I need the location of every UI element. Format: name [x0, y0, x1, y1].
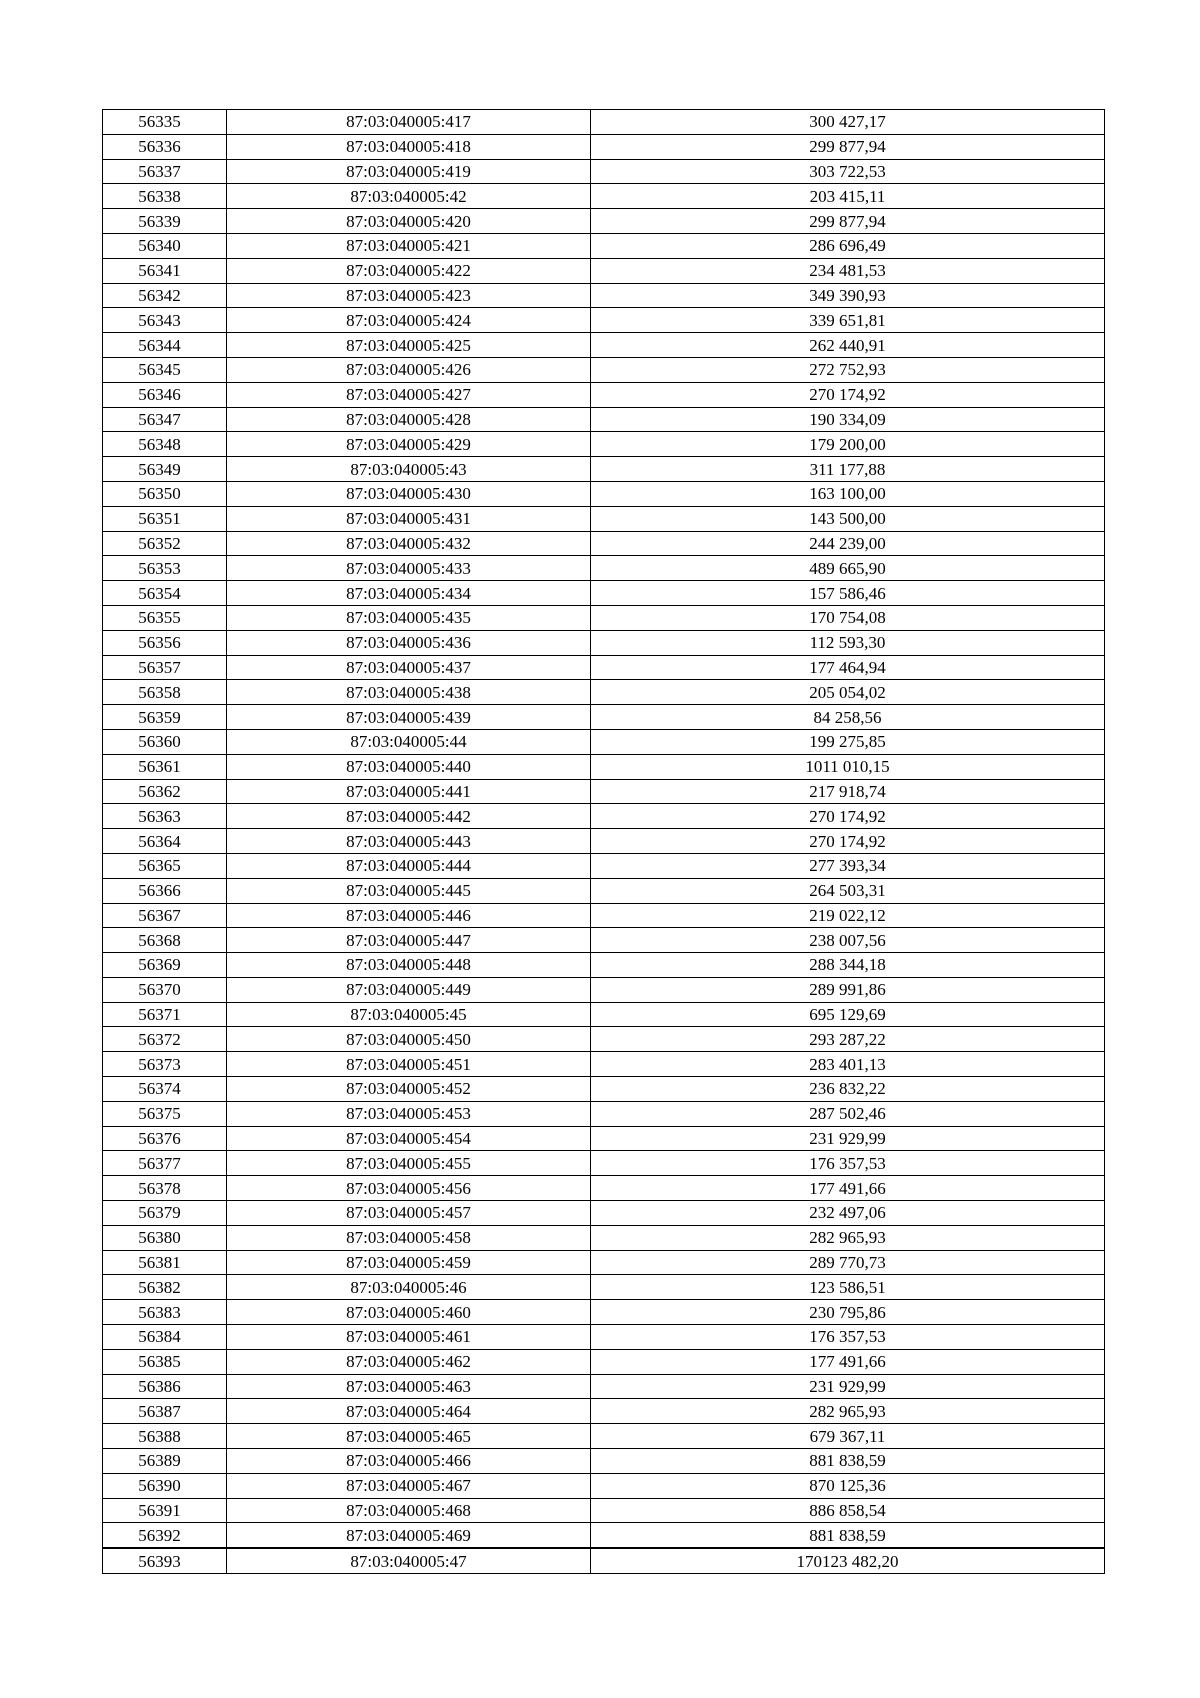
cadastral-value-cell: 282 965,93 [591, 1399, 1105, 1424]
table-row [103, 605, 1105, 630]
cadastral-number-cell: 87:03:040005:429 [227, 432, 591, 457]
table-row [103, 481, 1105, 506]
table-row [103, 1250, 1105, 1275]
row-number-cell: 56392 [103, 1523, 227, 1548]
row-number-cell: 56368 [103, 928, 227, 953]
row-number-cell: 56338 [103, 184, 227, 209]
row-number-cell: 56342 [103, 283, 227, 308]
cadastral-value-cell: 179 200,00 [591, 432, 1105, 457]
table-row [103, 1374, 1105, 1399]
cadastral-number-cell: 87:03:040005:456 [227, 1176, 591, 1201]
cadastral-number-cell: 87:03:040005:422 [227, 258, 591, 283]
row-number-cell: 56390 [103, 1473, 227, 1498]
row-number-cell: 56357 [103, 655, 227, 680]
row-number-cell: 56347 [103, 407, 227, 432]
cadastral-value-cell: 177 464,94 [591, 655, 1105, 680]
cadastral-value-cell: 881 838,59 [591, 1449, 1105, 1474]
cadastral-number-cell: 87:03:040005:44 [227, 729, 591, 754]
row-number-cell: 56381 [103, 1250, 227, 1275]
cadastral-number-cell: 87:03:040005:448 [227, 953, 591, 978]
cadastral-value-cell: 230 795,86 [591, 1300, 1105, 1325]
table-row [103, 159, 1105, 184]
row-number-cell: 56378 [103, 1176, 227, 1201]
row-number-cell: 56386 [103, 1374, 227, 1399]
cadastral-number-cell: 87:03:040005:453 [227, 1101, 591, 1126]
cadastral-number-cell: 87:03:040005:43 [227, 457, 591, 482]
row-number-cell: 56337 [103, 159, 227, 184]
cadastral-value-cell: 272 752,93 [591, 357, 1105, 382]
row-number-cell: 56359 [103, 705, 227, 730]
cadastral-number-cell: 87:03:040005:458 [227, 1225, 591, 1250]
table-row [103, 1473, 1105, 1498]
cadastral-number-cell: 87:03:040005:434 [227, 581, 591, 606]
table-row [103, 1449, 1105, 1474]
row-number-cell: 56388 [103, 1424, 227, 1449]
table-row [103, 655, 1105, 680]
cadastral-value-table [102, 109, 1105, 1574]
cadastral-value-cell: 203 415,11 [591, 184, 1105, 209]
cadastral-value-cell: 177 491,66 [591, 1349, 1105, 1374]
cadastral-number-cell: 87:03:040005:47 [227, 1548, 591, 1573]
table-row [103, 581, 1105, 606]
table-row [103, 705, 1105, 730]
cadastral-value-cell: 176 357,53 [591, 1151, 1105, 1176]
row-number-cell: 56374 [103, 1077, 227, 1102]
cadastral-value-cell: 170 754,08 [591, 605, 1105, 630]
row-number-cell: 56373 [103, 1052, 227, 1077]
table-row [103, 630, 1105, 655]
cadastral-value-cell: 270 174,92 [591, 829, 1105, 854]
table-row [103, 928, 1105, 953]
cadastral-number-cell: 87:03:040005:431 [227, 506, 591, 531]
table-row [103, 1052, 1105, 1077]
row-number-cell: 56341 [103, 258, 227, 283]
cadastral-value-cell: 262 440,91 [591, 333, 1105, 358]
table-row [103, 457, 1105, 482]
row-number-cell: 56389 [103, 1449, 227, 1474]
cadastral-value-cell: 112 593,30 [591, 630, 1105, 655]
cadastral-value-cell: 123 586,51 [591, 1275, 1105, 1300]
cadastral-number-cell: 87:03:040005:427 [227, 382, 591, 407]
cadastral-number-cell: 87:03:040005:452 [227, 1077, 591, 1102]
table-row [103, 1151, 1105, 1176]
table-row [103, 1225, 1105, 1250]
row-number-cell: 56362 [103, 779, 227, 804]
row-number-cell: 56376 [103, 1126, 227, 1151]
cadastral-number-cell: 87:03:040005:460 [227, 1300, 591, 1325]
table-row [103, 804, 1105, 829]
table-row [103, 977, 1105, 1002]
row-number-cell: 56354 [103, 581, 227, 606]
cadastral-value-cell: 236 832,22 [591, 1077, 1105, 1102]
cadastral-number-cell: 87:03:040005:428 [227, 407, 591, 432]
cadastral-number-cell: 87:03:040005:425 [227, 333, 591, 358]
table-row [103, 1077, 1105, 1102]
cadastral-value-cell: 695 129,69 [591, 1002, 1105, 1027]
table-row [103, 1349, 1105, 1374]
cadastral-value-cell: 199 275,85 [591, 729, 1105, 754]
row-number-cell: 56382 [103, 1275, 227, 1300]
cadastral-value-cell: 289 991,86 [591, 977, 1105, 1002]
cadastral-value-cell: 84 258,56 [591, 705, 1105, 730]
table-row [103, 680, 1105, 705]
cadastral-value-cell: 299 877,94 [591, 134, 1105, 159]
table-row [103, 1399, 1105, 1424]
cadastral-number-cell: 87:03:040005:440 [227, 754, 591, 779]
cadastral-number-cell: 87:03:040005:439 [227, 705, 591, 730]
cadastral-number-cell: 87:03:040005:433 [227, 556, 591, 581]
cadastral-value-cell: 679 367,11 [591, 1424, 1105, 1449]
table-row [103, 1101, 1105, 1126]
row-number-cell: 56349 [103, 457, 227, 482]
cadastral-value-cell: 231 929,99 [591, 1126, 1105, 1151]
row-number-cell: 56346 [103, 382, 227, 407]
row-number-cell: 56355 [103, 605, 227, 630]
cadastral-value-cell: 244 239,00 [591, 531, 1105, 556]
cadastral-number-cell: 87:03:040005:466 [227, 1449, 591, 1474]
row-number-cell: 56371 [103, 1002, 227, 1027]
cadastral-value-cell: 870 125,36 [591, 1473, 1105, 1498]
cadastral-number-cell: 87:03:040005:419 [227, 159, 591, 184]
table-row [103, 333, 1105, 358]
table-row [103, 1548, 1105, 1573]
cadastral-value-cell: 234 481,53 [591, 258, 1105, 283]
table-row [103, 382, 1105, 407]
row-number-cell: 56370 [103, 977, 227, 1002]
table-row [103, 903, 1105, 928]
cadastral-value-cell: 177 491,66 [591, 1176, 1105, 1201]
table-row [103, 1275, 1105, 1300]
row-number-cell: 56353 [103, 556, 227, 581]
cadastral-number-cell: 87:03:040005:468 [227, 1498, 591, 1523]
cadastral-value-cell: 231 929,99 [591, 1374, 1105, 1399]
cadastral-number-cell: 87:03:040005:424 [227, 308, 591, 333]
cadastral-value-cell: 190 334,09 [591, 407, 1105, 432]
cadastral-number-cell: 87:03:040005:450 [227, 1027, 591, 1052]
cadastral-value-cell: 143 500,00 [591, 506, 1105, 531]
table-row [103, 1325, 1105, 1350]
cadastral-number-cell: 87:03:040005:436 [227, 630, 591, 655]
cadastral-value-cell: 217 918,74 [591, 779, 1105, 804]
cadastral-value-cell: 157 586,46 [591, 581, 1105, 606]
cadastral-number-cell: 87:03:040005:45 [227, 1002, 591, 1027]
row-number-cell: 56387 [103, 1399, 227, 1424]
table-row [103, 407, 1105, 432]
table-row [103, 357, 1105, 382]
row-number-cell: 56383 [103, 1300, 227, 1325]
row-number-cell: 56369 [103, 953, 227, 978]
table-row [103, 258, 1105, 283]
cadastral-number-cell: 87:03:040005:462 [227, 1349, 591, 1374]
row-number-cell: 56384 [103, 1325, 227, 1350]
cadastral-value-cell: 282 965,93 [591, 1225, 1105, 1250]
cadastral-value-cell: 277 393,34 [591, 853, 1105, 878]
row-number-cell: 56360 [103, 729, 227, 754]
row-number-cell: 56372 [103, 1027, 227, 1052]
cadastral-number-cell: 87:03:040005:455 [227, 1151, 591, 1176]
cadastral-value-cell: 270 174,92 [591, 804, 1105, 829]
cadastral-value-cell: 219 022,12 [591, 903, 1105, 928]
cadastral-number-cell: 87:03:040005:442 [227, 804, 591, 829]
row-number-cell: 56348 [103, 432, 227, 457]
row-number-cell: 56356 [103, 630, 227, 655]
table-row [103, 556, 1105, 581]
cadastral-number-cell: 87:03:040005:467 [227, 1473, 591, 1498]
row-number-cell: 56361 [103, 754, 227, 779]
cadastral-number-cell: 87:03:040005:430 [227, 481, 591, 506]
cadastral-value-cell: 176 357,53 [591, 1325, 1105, 1350]
table-row [103, 432, 1105, 457]
cadastral-number-cell: 87:03:040005:438 [227, 680, 591, 705]
table-row [103, 283, 1105, 308]
row-number-cell: 56379 [103, 1201, 227, 1226]
cadastral-number-cell: 87:03:040005:465 [227, 1424, 591, 1449]
cadastral-value-cell: 293 287,22 [591, 1027, 1105, 1052]
table-row [103, 110, 1105, 135]
cadastral-number-cell: 87:03:040005:449 [227, 977, 591, 1002]
cadastral-number-cell: 87:03:040005:423 [227, 283, 591, 308]
cadastral-value-cell: 881 838,59 [591, 1523, 1105, 1548]
table-row [103, 1027, 1105, 1052]
table-row [103, 878, 1105, 903]
table-row [103, 853, 1105, 878]
cadastral-number-cell: 87:03:040005:457 [227, 1201, 591, 1226]
cadastral-number-cell: 87:03:040005:418 [227, 134, 591, 159]
table-body [103, 110, 1105, 1574]
cadastral-number-cell: 87:03:040005:441 [227, 779, 591, 804]
cadastral-number-cell: 87:03:040005:451 [227, 1052, 591, 1077]
row-number-cell: 56351 [103, 506, 227, 531]
table-row [103, 134, 1105, 159]
cadastral-number-cell: 87:03:040005:446 [227, 903, 591, 928]
table-row [103, 754, 1105, 779]
row-number-cell: 56335 [103, 110, 227, 135]
cadastral-value-cell: 163 100,00 [591, 481, 1105, 506]
cadastral-value-cell: 232 497,06 [591, 1201, 1105, 1226]
row-number-cell: 56393 [103, 1548, 227, 1573]
row-number-cell: 56366 [103, 878, 227, 903]
table-row [103, 308, 1105, 333]
cadastral-number-cell: 87:03:040005:461 [227, 1325, 591, 1350]
row-number-cell: 56336 [103, 134, 227, 159]
row-number-cell: 56352 [103, 531, 227, 556]
cadastral-number-cell: 87:03:040005:420 [227, 209, 591, 234]
table-row [103, 1498, 1105, 1523]
table-row [103, 233, 1105, 258]
cadastral-value-cell: 489 665,90 [591, 556, 1105, 581]
cadastral-number-cell: 87:03:040005:463 [227, 1374, 591, 1399]
row-number-cell: 56391 [103, 1498, 227, 1523]
row-number-cell: 56340 [103, 233, 227, 258]
table-row [103, 779, 1105, 804]
cadastral-value-cell: 270 174,92 [591, 382, 1105, 407]
row-number-cell: 56358 [103, 680, 227, 705]
cadastral-value-cell: 300 427,17 [591, 110, 1105, 135]
row-number-cell: 56365 [103, 853, 227, 878]
cadastral-value-cell: 1011 010,15 [591, 754, 1105, 779]
cadastral-number-cell: 87:03:040005:42 [227, 184, 591, 209]
cadastral-value-cell: 238 007,56 [591, 928, 1105, 953]
cadastral-value-cell: 303 722,53 [591, 159, 1105, 184]
cadastral-number-cell: 87:03:040005:447 [227, 928, 591, 953]
table-row [103, 506, 1105, 531]
table-row [103, 729, 1105, 754]
table-row [103, 1201, 1105, 1226]
row-number-cell: 56350 [103, 481, 227, 506]
table-row [103, 1523, 1105, 1548]
cadastral-value-cell: 339 651,81 [591, 308, 1105, 333]
cadastral-number-cell: 87:03:040005:444 [227, 853, 591, 878]
cadastral-number-cell: 87:03:040005:454 [227, 1126, 591, 1151]
cadastral-number-cell: 87:03:040005:432 [227, 531, 591, 556]
row-number-cell: 56344 [103, 333, 227, 358]
table-row [103, 184, 1105, 209]
cadastral-number-cell: 87:03:040005:445 [227, 878, 591, 903]
row-number-cell: 56377 [103, 1151, 227, 1176]
cadastral-value-cell: 299 877,94 [591, 209, 1105, 234]
cadastral-value-cell: 287 502,46 [591, 1101, 1105, 1126]
row-number-cell: 56375 [103, 1101, 227, 1126]
cadastral-number-cell: 87:03:040005:417 [227, 110, 591, 135]
table-row [103, 1002, 1105, 1027]
cadastral-value-cell: 205 054,02 [591, 680, 1105, 705]
cadastral-value-cell: 170123 482,20 [591, 1548, 1105, 1573]
cadastral-value-cell: 264 503,31 [591, 878, 1105, 903]
cadastral-value-cell: 349 390,93 [591, 283, 1105, 308]
cadastral-value-cell: 286 696,49 [591, 233, 1105, 258]
row-number-cell: 56380 [103, 1225, 227, 1250]
row-number-cell: 56339 [103, 209, 227, 234]
cadastral-number-cell: 87:03:040005:464 [227, 1399, 591, 1424]
row-number-cell: 56385 [103, 1349, 227, 1374]
row-number-cell: 56364 [103, 829, 227, 854]
row-number-cell: 56343 [103, 308, 227, 333]
table-row [103, 531, 1105, 556]
cadastral-number-cell: 87:03:040005:46 [227, 1275, 591, 1300]
cadastral-number-cell: 87:03:040005:437 [227, 655, 591, 680]
row-number-cell: 56367 [103, 903, 227, 928]
cadastral-number-cell: 87:03:040005:421 [227, 233, 591, 258]
table-row [103, 953, 1105, 978]
cadastral-number-cell: 87:03:040005:469 [227, 1523, 591, 1548]
table-row [103, 1176, 1105, 1201]
table-row [103, 209, 1105, 234]
table-row [103, 1424, 1105, 1449]
cadastral-number-cell: 87:03:040005:459 [227, 1250, 591, 1275]
cadastral-number-cell: 87:03:040005:435 [227, 605, 591, 630]
cadastral-value-cell: 289 770,73 [591, 1250, 1105, 1275]
cadastral-number-cell: 87:03:040005:426 [227, 357, 591, 382]
table-row [103, 1126, 1105, 1151]
cadastral-value-cell: 283 401,13 [591, 1052, 1105, 1077]
cadastral-value-cell: 311 177,88 [591, 457, 1105, 482]
table-row [103, 829, 1105, 854]
row-number-cell: 56363 [103, 804, 227, 829]
table-row [103, 1300, 1105, 1325]
cadastral-value-cell: 288 344,18 [591, 953, 1105, 978]
cadastral-value-cell: 886 858,54 [591, 1498, 1105, 1523]
row-number-cell: 56345 [103, 357, 227, 382]
cadastral-number-cell: 87:03:040005:443 [227, 829, 591, 854]
